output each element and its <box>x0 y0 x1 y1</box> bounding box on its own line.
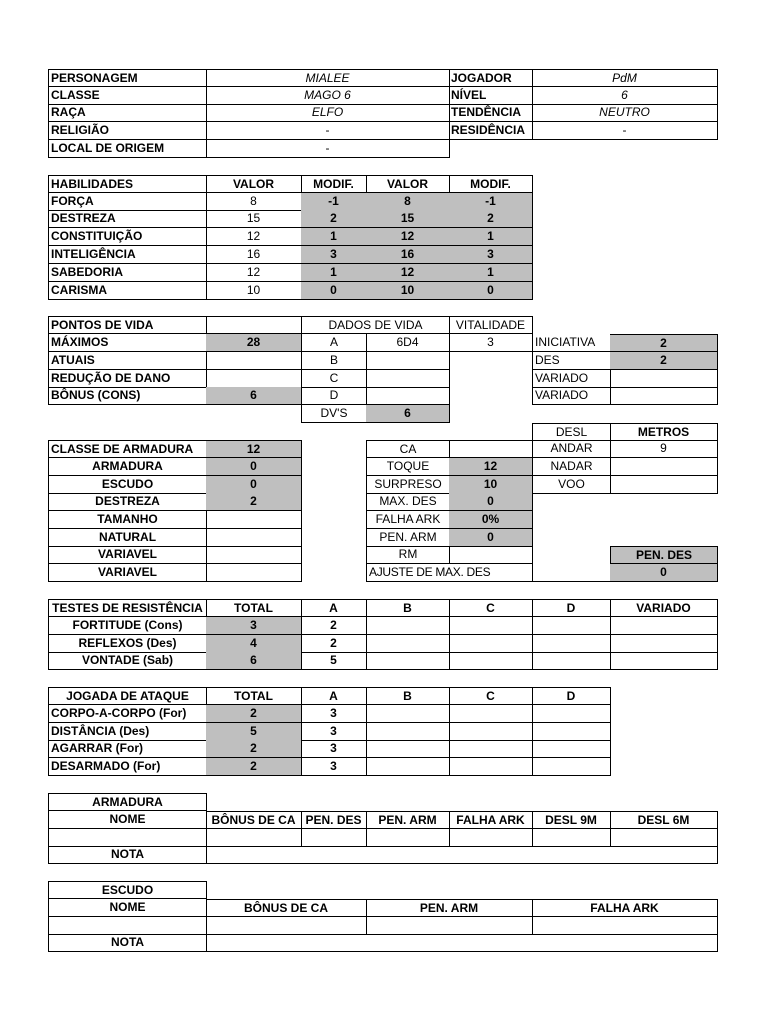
saves-header-total: TOTAL <box>206 599 302 617</box>
penarm-value: 0 <box>449 529 533 547</box>
shield-header-bonus: BÔNUS DE CA <box>206 899 367 917</box>
armor-falha-value[interactable] <box>449 829 533 847</box>
ac-title: CLASSE DE ARMADURA <box>48 440 207 458</box>
attack-c[interactable] <box>449 723 533 741</box>
raca-label: RAÇA <box>48 104 207 122</box>
ac-row-value: 0 <box>206 458 302 476</box>
attacks-header: JOGADA DE ATAQUE <box>48 687 207 705</box>
save-variado[interactable] <box>610 635 718 653</box>
saves-header-a: A <box>301 599 367 617</box>
hit-die-letter: B <box>301 352 367 370</box>
personagem-label: PERSONAGEM <box>48 69 207 87</box>
ac-row-value[interactable] <box>206 564 302 582</box>
save-b[interactable] <box>366 652 450 670</box>
shield-header-penarm: PEN. ARM <box>366 899 533 917</box>
surpreso-label: SURPRESO <box>366 476 450 494</box>
save-total: 3 <box>206 617 302 635</box>
armor-desl6-value[interactable] <box>610 829 718 847</box>
pendes-label: PEN. DES <box>610 546 718 564</box>
toque-value: 12 <box>449 458 533 476</box>
vitalidade-value[interactable]: 3 <box>449 334 533 352</box>
save-d[interactable] <box>532 617 611 635</box>
hit-die-value[interactable] <box>366 387 450 405</box>
ability-modif: 2 <box>301 210 367 228</box>
shield-penarm-value[interactable] <box>366 917 533 935</box>
pendes-value: 0 <box>610 564 718 582</box>
jogador-label: JOGADOR <box>449 69 533 87</box>
save-d[interactable] <box>532 652 611 670</box>
ability-valor2: 16 <box>366 246 450 264</box>
origem-label: LOCAL DE ORIGEM <box>48 140 207 158</box>
shield-nota-label: NOTA <box>48 934 207 952</box>
shield-falha-value[interactable] <box>532 917 718 935</box>
ability-modif: 0 <box>301 282 367 300</box>
shield-header-falha: FALHA ARK <box>532 899 718 917</box>
save-b[interactable] <box>366 617 450 635</box>
shield-nota-value[interactable] <box>206 934 718 952</box>
armor-nota-label: NOTA <box>48 846 207 864</box>
ability-valor[interactable]: 12 <box>206 228 302 246</box>
hit-die-value[interactable] <box>366 352 450 370</box>
saves-header-variado: VARIADO <box>610 599 718 617</box>
attack-name: DESARMADO (For) <box>48 758 207 776</box>
ability-name: DESTREZA <box>48 210 207 228</box>
save-a[interactable]: 2 <box>301 617 367 635</box>
ability-valor2: 12 <box>366 228 450 246</box>
tendencia-label: TENDÊNCIA <box>449 104 533 122</box>
save-total: 4 <box>206 635 302 653</box>
ability-name: SABEDORIA <box>48 264 207 282</box>
armor-table-title: ARMADURA <box>48 793 207 811</box>
ability-valor[interactable]: 16 <box>206 246 302 264</box>
save-variado[interactable] <box>610 617 718 635</box>
ability-valor2: 12 <box>366 264 450 282</box>
hp-maximos-value: 28 <box>206 334 302 352</box>
armor-header-falha: FALHA ARK <box>449 811 533 829</box>
ac-row-label: ARMADURA <box>48 458 207 476</box>
ability-modif: 1 <box>301 264 367 282</box>
ability-modif2: 1 <box>449 228 533 246</box>
ability-valor[interactable]: 12 <box>206 264 302 282</box>
hp-atuais-value[interactable] <box>206 352 302 370</box>
hp-atuais-label: ATUAIS <box>48 352 207 370</box>
attack-total: 2 <box>206 758 302 776</box>
ac-row-label: NATURAL <box>48 529 207 547</box>
hp-reducao-value[interactable] <box>206 370 302 388</box>
ac-row-label: VARIAVEL <box>48 564 207 582</box>
attack-a[interactable]: 3 <box>301 705 367 723</box>
nivel-value[interactable]: 6 <box>532 87 718 105</box>
save-variado[interactable] <box>610 652 718 670</box>
save-a[interactable]: 2 <box>301 635 367 653</box>
des-value: 2 <box>610 352 718 370</box>
saves-header-d: D <box>532 599 611 617</box>
attack-c[interactable] <box>449 758 533 776</box>
voo-label: VOO <box>532 476 611 494</box>
rm-value[interactable] <box>449 546 533 564</box>
penarm-label: PEN. ARM <box>366 529 450 547</box>
hp-bonus-value: 6 <box>206 387 302 405</box>
jogador-value[interactable]: PdM <box>532 69 718 87</box>
residencia-label: RESIDÊNCIA <box>449 122 533 140</box>
armor-header-pendes: PEN. DES <box>301 811 367 829</box>
attack-total: 2 <box>206 705 302 723</box>
nadar-label: NADAR <box>532 458 611 476</box>
armor-header-desl6: DESL 6M <box>610 811 718 829</box>
attack-name: CORPO-A-CORPO (For) <box>48 705 207 723</box>
surpreso-value: 10 <box>449 476 533 494</box>
religiao-label: RELIGIÃO <box>48 122 207 140</box>
attack-total: 5 <box>206 723 302 741</box>
variado-label: VARIADO <box>532 370 611 388</box>
ac-row-value[interactable] <box>206 511 302 529</box>
save-d[interactable] <box>532 635 611 653</box>
armor-nome-value[interactable] <box>48 829 207 847</box>
armor-header-desl9: DESL 9M <box>532 811 611 829</box>
ac-row-value: 2 <box>206 493 302 511</box>
hp-reducao-label: REDUÇÃO DE DANO <box>48 370 207 388</box>
personagem-value[interactable]: MIALEE <box>206 69 450 87</box>
classe-value[interactable]: MAGO 6 <box>206 87 450 105</box>
attack-a[interactable]: 3 <box>301 740 367 758</box>
attack-b[interactable] <box>366 705 450 723</box>
attack-b[interactable] <box>366 723 450 741</box>
ac-row-value[interactable] <box>206 529 302 547</box>
ability-modif2: 2 <box>449 210 533 228</box>
ability-valor[interactable]: 8 <box>206 193 302 211</box>
toque-label: TOQUE <box>366 458 450 476</box>
nivel-label: NÍVEL <box>449 87 533 105</box>
ability-valor2: 15 <box>366 210 450 228</box>
hit-die-value[interactable]: 6D4 <box>366 334 450 352</box>
ability-valor2: 8 <box>366 193 450 211</box>
ability-modif: -1 <box>301 193 367 211</box>
religiao-value[interactable]: - <box>206 122 450 140</box>
ability-valor[interactable]: 10 <box>206 282 302 300</box>
attack-d[interactable] <box>532 758 611 776</box>
ability-name: INTELIGÊNCIA <box>48 246 207 264</box>
residencia-value[interactable]: - <box>532 122 718 140</box>
saves-header-b: B <box>366 599 450 617</box>
maxdes-label: MAX. DES <box>366 493 450 511</box>
hp-maximos-label: MÁXIMOS <box>48 334 207 352</box>
hit-die-value[interactable] <box>366 370 450 388</box>
armor-desl9-value[interactable] <box>532 829 611 847</box>
ac-row-value: 0 <box>206 476 302 494</box>
ability-modif2: -1 <box>449 193 533 211</box>
abilities-header-valor2: VALOR <box>366 175 450 193</box>
ca-value[interactable] <box>449 440 533 458</box>
attacks-header-total: TOTAL <box>206 687 302 705</box>
iniciativa-label: INICIATIVA <box>532 334 611 352</box>
ajuste-value[interactable] <box>532 564 611 582</box>
saves-header-c: C <box>449 599 533 617</box>
ac-row-label: VARIAVEL <box>48 546 207 564</box>
save-c[interactable] <box>449 617 533 635</box>
attack-d[interactable] <box>532 723 611 741</box>
armor-header-penarm: PEN. ARM <box>366 811 450 829</box>
shield-table-title: ESCUDO <box>48 881 207 899</box>
des-label: DES <box>532 352 611 370</box>
origem-value[interactable]: - <box>206 140 450 158</box>
attack-a[interactable]: 3 <box>301 723 367 741</box>
abilities-header: HABILIDADES <box>48 175 207 193</box>
andar-label: ANDAR <box>532 440 611 458</box>
save-a[interactable]: 5 <box>301 652 367 670</box>
save-name: REFLEXOS (Des) <box>48 635 207 653</box>
shield-bonus-value[interactable] <box>206 917 367 935</box>
ability-modif: 3 <box>301 246 367 264</box>
classe-label: CLASSE <box>48 87 207 105</box>
hit-die-letter: A <box>301 334 367 352</box>
ability-valor[interactable]: 15 <box>206 210 302 228</box>
variado-label: VARIADO <box>532 387 611 405</box>
ac-row-label: TAMANHO <box>48 511 207 529</box>
ac-total: 12 <box>206 440 302 458</box>
desl-header: DESL <box>532 423 611 441</box>
raca-value[interactable]: ELFO <box>206 104 450 122</box>
ac-row-label: ESCUDO <box>48 476 207 494</box>
armor-bonus-value[interactable] <box>206 829 302 847</box>
armor-penarm-value[interactable] <box>366 829 450 847</box>
ability-valor2: 10 <box>366 282 450 300</box>
maxdes-value: 0 <box>449 493 533 511</box>
ability-modif2: 0 <box>449 282 533 300</box>
attack-c[interactable] <box>449 705 533 723</box>
attack-a[interactable]: 3 <box>301 758 367 776</box>
hp-bonus-label: BÔNUS (CONS) <box>48 387 207 405</box>
ability-modif2: 1 <box>449 264 533 282</box>
hp-title-blank <box>206 316 302 334</box>
ability-modif: 1 <box>301 228 367 246</box>
falha-value: 0% <box>449 511 533 529</box>
abilities-header-modif2: MODIF. <box>449 175 533 193</box>
abilities-header-modif: MODIF. <box>301 175 367 193</box>
save-c[interactable] <box>449 652 533 670</box>
ac-row-value[interactable] <box>206 546 302 564</box>
hit-die-letter: D <box>301 387 367 405</box>
ajuste-label: AJUSTE DE MAX. DES <box>366 564 533 582</box>
falha-label: FALHA ARK <box>366 511 450 529</box>
ability-name: CARISMA <box>48 282 207 300</box>
metros-header: METROS <box>610 423 718 441</box>
save-total: 6 <box>206 652 302 670</box>
saves-header: TESTES DE RESISTÊNCIA <box>48 599 207 617</box>
hp-title: PONTOS DE VIDA <box>48 316 207 334</box>
shield-nome-value[interactable] <box>48 917 207 935</box>
attack-b[interactable] <box>366 758 450 776</box>
iniciativa-value: 2 <box>610 334 718 352</box>
tendencia-value[interactable]: NEUTRO <box>532 104 718 122</box>
variado-value[interactable] <box>610 370 718 388</box>
ca-label: CA <box>366 440 450 458</box>
ac-row-label: DESTREZA <box>48 493 207 511</box>
save-b[interactable] <box>366 635 450 653</box>
attack-d[interactable] <box>532 740 611 758</box>
vitalidade-header: VITALIDADE <box>449 316 533 334</box>
armor-header-bonus: BÔNUS DE CA <box>206 811 302 829</box>
attack-total: 2 <box>206 740 302 758</box>
hit-die-letter: C <box>301 370 367 388</box>
save-name: VONTADE (Sab) <box>48 652 207 670</box>
armor-pendes-value[interactable] <box>301 829 367 847</box>
rm-label: RM <box>366 546 450 564</box>
attack-b[interactable] <box>366 740 450 758</box>
ability-modif2: 3 <box>449 246 533 264</box>
attacks-header-c: C <box>449 687 533 705</box>
hit-dice-header: DADOS DE VIDA <box>301 316 450 334</box>
attack-c[interactable] <box>449 740 533 758</box>
variado-value[interactable] <box>610 387 718 405</box>
nadar-value[interactable] <box>610 458 718 476</box>
abilities-header-valor: VALOR <box>206 175 302 193</box>
shield-header-nome: NOME <box>48 899 207 917</box>
save-c[interactable] <box>449 635 533 653</box>
andar-value[interactable]: 9 <box>610 440 718 458</box>
attack-name: AGARRAR (For) <box>48 740 207 758</box>
dvs-value: 6 <box>366 405 450 423</box>
attack-d[interactable] <box>532 705 611 723</box>
ability-name: FORÇA <box>48 193 207 211</box>
ability-name: CONSTITUIÇÃO <box>48 228 207 246</box>
dvs-label: DV'S <box>301 405 367 423</box>
voo-value[interactable] <box>610 476 718 494</box>
save-name: FORTITUDE (Cons) <box>48 617 207 635</box>
attack-name: DISTÂNCIA (Des) <box>48 723 207 741</box>
armor-nota-value[interactable] <box>206 846 718 864</box>
attacks-header-d: D <box>532 687 611 705</box>
armor-header-nome: NOME <box>48 811 207 829</box>
attacks-header-a: A <box>301 687 367 705</box>
attacks-header-b: B <box>366 687 450 705</box>
